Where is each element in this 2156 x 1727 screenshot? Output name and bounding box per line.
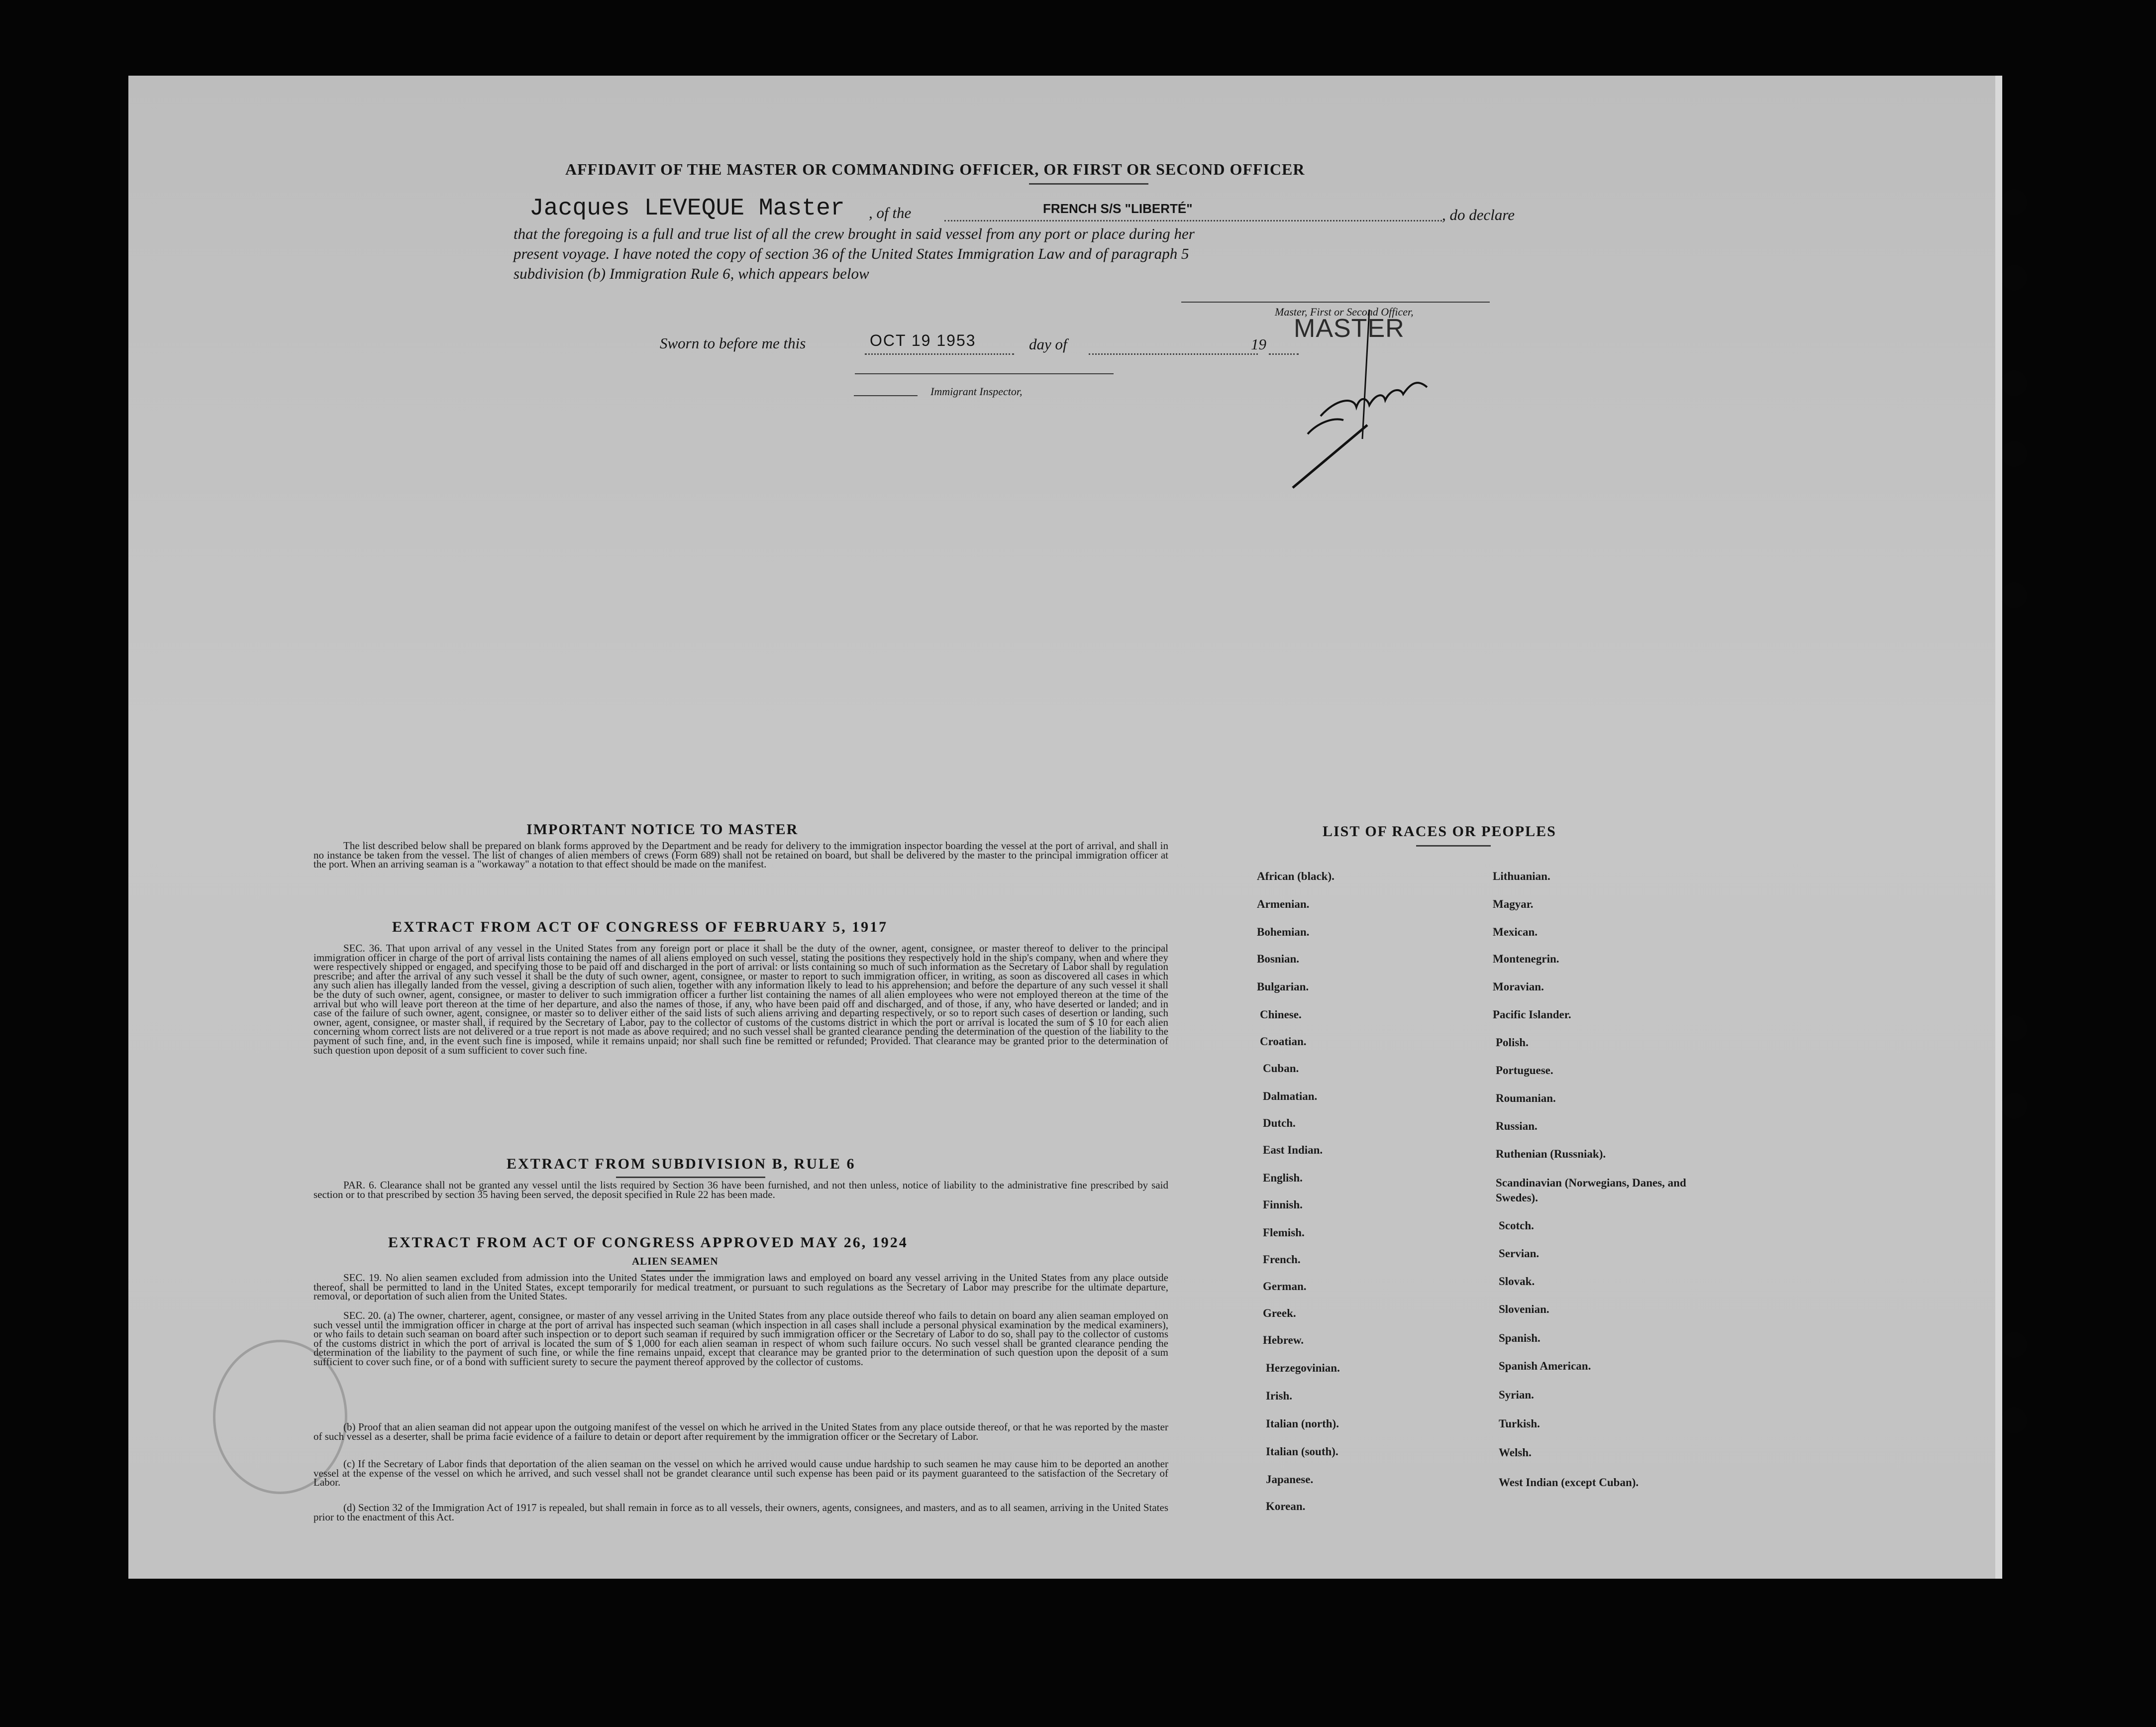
- race-item: Italian (north).: [1266, 1417, 1339, 1430]
- race-item: Slovak.: [1499, 1275, 1535, 1288]
- punch-hole-icon: [2001, 370, 2027, 396]
- race-item: Cuban.: [1263, 1062, 1299, 1075]
- of-the-label: , of the: [869, 204, 912, 221]
- extract-1917-title: EXTRACT FROM ACT OF CONGRESS OF FEBRUARY 5, 1917: [392, 919, 888, 935]
- master-name: Jacques LEVEQUE Master: [529, 195, 845, 222]
- title-underline: [1029, 183, 1148, 185]
- officer-stamp: MASTER: [1294, 314, 1405, 343]
- race-item: Korean.: [1266, 1500, 1306, 1512]
- subdivision-underline: [616, 1177, 765, 1178]
- punch-hole-icon: [2001, 1093, 2027, 1119]
- sec-20c-text: (c) If the Secretary of Labor finds that deportation of the alien seaman on the vessel on which he arrived would cause undue hardship to such seamen he may cause him to be deported an another vessel at the expense of the vessel on which he arrived, and such vessel shall not be grandet clearance until such expense has been paid or its payment guaranteed to the satisfaction of the Secretary of Labor.: [313, 1458, 1168, 1489]
- inspector-line-1: [855, 373, 1114, 374]
- declaration-line-3: subdivision (b) Immigration Rule 6, which appears below: [513, 265, 869, 282]
- affidavit-title: AFFIDAVIT OF THE MASTER OR COMMANDING OFFICER, OR FIRST OR SECOND OFFICER: [565, 160, 1305, 178]
- race-item: Moravian.: [1493, 980, 1544, 993]
- race-item: East Indian.: [1263, 1144, 1323, 1156]
- race-item: Hebrew.: [1263, 1334, 1304, 1346]
- race-item: Magyar.: [1493, 898, 1534, 910]
- race-item: Finnish.: [1263, 1198, 1303, 1211]
- race-item: German.: [1263, 1280, 1307, 1293]
- race-item: Armenian.: [1257, 898, 1310, 910]
- punch-hole-icon: [2001, 1407, 2027, 1433]
- race-item: Russian.: [1496, 1120, 1538, 1132]
- race-item: Bosnian.: [1257, 953, 1300, 965]
- race-item: West Indian (except Cuban).: [1499, 1476, 1639, 1489]
- punch-hole-icon: [2001, 1332, 2027, 1358]
- races-underline: [1416, 845, 1491, 847]
- race-item: Bohemian.: [1257, 926, 1310, 938]
- alien-seamen-subtitle: ALIEN SEAMEN: [632, 1255, 719, 1267]
- races-title: LIST OF RACES OR PEOPLES: [1323, 823, 1556, 840]
- punch-hole-icon: [2001, 265, 2027, 291]
- race-item: Turkish.: [1499, 1417, 1540, 1430]
- extract-1924-title: EXTRACT FROM ACT OF CONGRESS APPROVED MAY 26, 1924: [388, 1234, 908, 1251]
- sec-20a-text: SEC. 20. (a) The owner, charterer, agent, consignee, or master of any vessel arriving in the United States from any place outside thereof who fails to detain on board any alien seaman employed on such vessel until the immigration officer in charge at the port of arrival has inspected such seaman (which inspection in all cases shall include a personal physical examination by the medical examiners), or who fails to detain such seaman on board after such inspection or to deport such seaman if required by such immigration officer or the Secretary of Labor to do so, shall pay to the collector of customs of the customs district in which the port of arrival is located the sum of $ 1,000 for each alien seaman in respect of whom such failure occurs. No such vessel shall be granted clearance pending the determination of the liability to the payment of such fine, or while the fine remains unpaid, except that clearance may be granted prior to the determination of such question upon the deposit of a sum sufficient to cover such fine, or of a bond with sufficient surety to secure the payment thereof approved by the collector of customs.: [313, 1309, 1168, 1368]
- extract-1917-text: SEC. 36. That upon arrival of any vessel in the United States from any foreign port or place it shall be the duty of the owner, agent, consignee, or master thereof to deliver to the principal immigration officer in charge of the port of arrival lists containing the names of all aliens employed on such vessel, stating the positions they respectively hold in the ship's company, when and where they were respectively shipped or engaged, and specifying those to be paid off and discharged in the port of arrival: or lists containing so much of such information as the Secretary of Labor shall by regulation prescribe; and after the arrival of any such vessel it shall be the duty of such owner, agent, consignee, or master to report to such immigration officer, in writing, as soon as discovered all cases in which any such alien has illegally landed from the vessel, giving a description of such alien, together with any information likely to lead to his apprehension; and before the departure of any such vessel it shall be the duty of such owner, agent, consignee, or master to deliver to such immigration officer a further list containing the names of all alien employees who were not employed thereon at the time of the arrival but who will leave port thereon at the time of her departure, and also the names of those, if any, who have been paid off and discharged, and of those, if any, who have deserted or landed; and in case of the failure of such owner, agent, consignee, or master so to deliver either of the said lists of such aliens arriving and departing respectively, or so to report such cases of desertion or landing, such owner, agent, consignee, or master shall, if required by the Secretary of Labor, pay to the collector of customs of the customs district in which the port or arrival is located the sum of $ 10 for each alien concerning whom correct lists are not delivered or a true report is not made as above required; and no such vessel shall be granted clearance pending the determination of the question of the liability to the payment of such fine, and, in the event such fine is imposed, while it remains unpaid; nor shall such fine be remitted or refunded; Provided. That clearance may be granted prior to the determination of such question upon deposit of a sum sufficient to cover such fine.: [313, 942, 1168, 1056]
- notice-title: IMPORTANT NOTICE TO MASTER: [526, 821, 799, 838]
- race-item: English.: [1263, 1172, 1303, 1184]
- race-item: Irish.: [1266, 1390, 1293, 1402]
- race-item: Servian.: [1499, 1247, 1540, 1260]
- extract-1917-underline: [616, 940, 765, 941]
- race-item: African (black).: [1257, 870, 1335, 882]
- year-prefix: 19: [1251, 335, 1266, 353]
- race-item: Polish.: [1496, 1036, 1529, 1049]
- day-of-label: day of: [1029, 335, 1067, 353]
- notice-text: The list described below shall be prepared on blank forms approved by the Department and be ready for delivery to the immigration inspector boarding the vessel at the port of arrival, and shall in no instance be taken from the vessel. The list of changes of alien members of crews (Form 689) shall not be retained on board, but shall be delivered by the master to the principal immigration officer at the port. When an arriving seaman is a "workaway" a notation to that effect should be made on the manifest.: [313, 840, 1168, 870]
- race-item: Dalmatian.: [1263, 1090, 1318, 1102]
- race-item: Portuguese.: [1496, 1064, 1553, 1077]
- race-item: Spanish American.: [1499, 1360, 1591, 1372]
- race-item: Roumanian.: [1496, 1092, 1556, 1104]
- sworn-date-stamp: OCT 19 1953: [870, 331, 976, 349]
- document-sheet: [128, 76, 2002, 1579]
- race-item: Scotch.: [1499, 1219, 1534, 1232]
- race-item: Lithuanian.: [1493, 870, 1550, 882]
- signature-mark-icon: [1288, 290, 1457, 499]
- officer-label: Master, First or Second Officer,: [1275, 306, 1414, 318]
- sec-19-text: SEC. 19. No alien seamen excluded from admission into the United States under the immigration laws and employed on board any vessel arriving in the United States from any place outside thereof, shall be permitted to land in the United States, except temporarily for medical treatment, or pursuant to such regulations as the Secretary of Labor may prescribe for the ultimate departure, removal, or deportation of such alien from the United States.: [313, 1272, 1168, 1302]
- race-item: Herzegovinian.: [1266, 1362, 1340, 1374]
- sec-20d-text: (d) Section 32 of the Immigration Act of 1917 is repealed, but shall remain in force as to all vessels, their owners, agents, consignees, and masters, and as to all seamen, arriving in the United States prior to the enactment of this Act.: [313, 1502, 1168, 1523]
- sworn-date-line: [865, 353, 1014, 355]
- punch-hole-icon: [2001, 582, 2027, 608]
- sec-20b-text: (b) Proof that an alien seaman did not appear upon the outgoing manifest of the vessel on which he arrived in the United States from any place outside thereof, or that he was reported by the master of such vessel as a deserter, shall be prima facie evidence of a failure to detain or deport after requirement by the immigration officer or the Secretary of Labor.: [313, 1421, 1168, 1442]
- race-item: Slovenian.: [1499, 1303, 1549, 1315]
- race-item: Syrian.: [1499, 1389, 1534, 1401]
- race-item: Bulgarian.: [1257, 980, 1309, 993]
- sworn-label: Sworn to before me this: [660, 334, 806, 352]
- race-item: Croatian.: [1260, 1035, 1307, 1048]
- race-item: Greek.: [1263, 1307, 1296, 1319]
- punch-hole-icon: [2001, 189, 2027, 215]
- race-item: Chinese.: [1260, 1008, 1302, 1021]
- declaration-line-1: that the foregoing is a full and true list of all the crew brought in said vessel from any port or place during her: [513, 225, 1195, 242]
- race-item: Italian (south).: [1266, 1445, 1338, 1458]
- subdivision-title: EXTRACT FROM SUBDIVISION B, RULE 6: [507, 1156, 856, 1172]
- subdivision-text: PAR. 6. Clearance shall not be granted any vessel until the lists required by Section 36 have been furnished, and not then unless, notice of liability to the administrative fine prescribed by said section or to that prescribed by section 35 having been served, the deposit specified in Rule 22 has been made.: [313, 1179, 1168, 1200]
- punch-hole-icon: [2001, 1015, 2027, 1041]
- race-item: Flemish.: [1263, 1226, 1305, 1239]
- race-item: Spanish.: [1499, 1332, 1540, 1344]
- vessel-name: FRENCH S/S "LIBERTÉ": [1043, 201, 1193, 216]
- inspector-label: Immigrant Inspector,: [930, 385, 1023, 398]
- do-declare-label: , do declare: [1442, 206, 1515, 223]
- race-item: Welsh.: [1499, 1446, 1532, 1459]
- race-item: Montenegrin.: [1493, 953, 1559, 965]
- race-item: Mexican.: [1493, 926, 1538, 938]
- vessel-line: [944, 220, 1442, 221]
- race-item: Pacific Islander.: [1493, 1008, 1571, 1021]
- race-item: Japanese.: [1266, 1473, 1314, 1486]
- race-item: Scandinavian (Norwegians, Danes, and Swedes).: [1496, 1177, 1686, 1204]
- punch-hole-icon: [2001, 441, 2027, 467]
- race-item: Ruthenian (Russniak).: [1496, 1148, 1606, 1160]
- inspector-line-2: [854, 395, 918, 396]
- race-item: Dutch.: [1263, 1117, 1296, 1129]
- month-line: [1089, 353, 1258, 355]
- race-item: French.: [1263, 1253, 1301, 1266]
- declaration-line-2: present voyage. I have noted the copy of section 36 of the United States Immigration Law and of paragraph 5: [513, 245, 1189, 262]
